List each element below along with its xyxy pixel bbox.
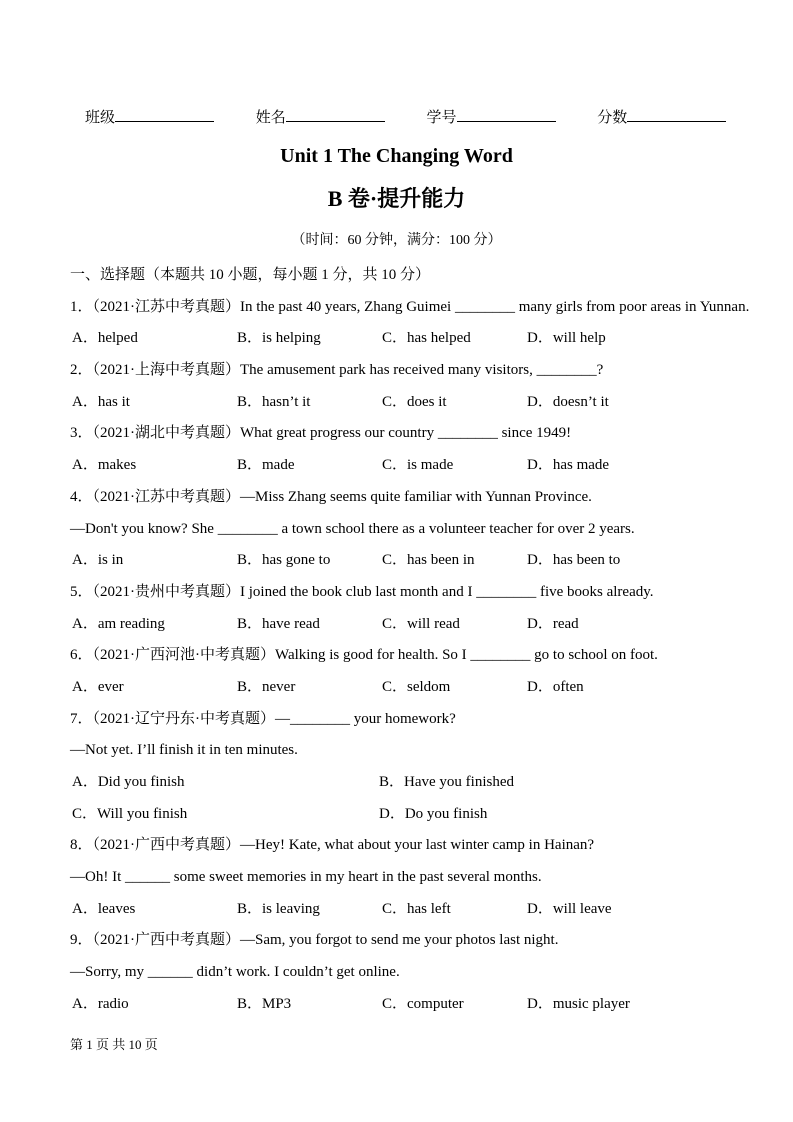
question-7-dialog-line: —Not yet. I’ll finish it in ten minutes. — [70, 742, 298, 759]
student-info-field-number — [427, 104, 556, 127]
option-d: D．read — [527, 615, 579, 632]
option-a: A．helped — [72, 330, 138, 347]
option-c: C．has left — [382, 900, 451, 917]
fill-in-blank-line — [115, 104, 214, 122]
exam-time-score-info: （时间：60 分钟，满分：100 分） — [291, 233, 502, 248]
question-9-dialog-line: —Sorry, my ______ didn’t work. I couldn’t get online. — [70, 964, 400, 981]
option-d: D．doesn’t it — [527, 393, 609, 410]
fill-in-blank-line — [627, 104, 726, 122]
option-a: A．leaves — [72, 900, 136, 917]
option-b: B．have read — [237, 615, 320, 632]
option-a: A．am reading — [72, 615, 165, 632]
question-3-options — [70, 450, 726, 482]
option-b: B．is helping — [237, 330, 321, 347]
option-c: C．will read — [382, 615, 460, 632]
option-b: B．never — [237, 678, 296, 695]
option-a: A．Did you finish — [72, 774, 185, 790]
option-a: A．is in — [72, 552, 124, 569]
question-6-text: 6．（2021·广西河池·中考真题）Walking is good for health. So I ________ go to school on foot. — [70, 647, 658, 664]
option-b: B．has gone to — [237, 552, 331, 569]
question-4-options — [70, 545, 726, 577]
question-5-options — [70, 609, 726, 641]
option-d: D．often — [527, 678, 584, 695]
option-a: A．makes — [72, 457, 137, 474]
question-7-options-row-2 — [70, 799, 726, 831]
option-d: D．has been to — [527, 552, 621, 569]
question-2-text: 2．（2021·上海中考真题）The amusement park has received many visitors, ________? — [70, 362, 604, 379]
option-c: C．seldom — [382, 678, 451, 695]
option-c: C．has helped — [382, 330, 471, 347]
student-info-row — [85, 104, 725, 127]
question-4-text: 4．（2021·江苏中考真题）—Miss Zhang seems quite familiar with Yunnan Province. — [70, 488, 592, 505]
question-5-text: 5．（2021·贵州中考真题）I joined the book club last month and I ________ five books already. — [70, 583, 654, 600]
student-info-field-name — [256, 104, 385, 127]
question-8-text: 8．（2021·广西中考真题）—Hey! Kate, what about your last winter camp in Hainan? — [70, 837, 595, 854]
class-label: 班级 — [85, 110, 116, 126]
option-b: B．made — [237, 457, 295, 474]
option-d: D．music player — [527, 995, 630, 1012]
option-c: C．is made — [382, 457, 454, 474]
question-3-text: 3．（2021·湖北中考真题）What great progress our country ________ since 1949! — [70, 425, 572, 442]
page-title: Unit 1 The Changing Word — [280, 145, 513, 167]
question-8-dialog-line: —Oh! It ______ some sweet memories in my heart in the past several months. — [70, 869, 542, 886]
question-6-options — [70, 672, 726, 704]
question-9-options — [70, 989, 726, 1021]
option-b: B．is leaving — [237, 900, 320, 917]
option-c: C．has been in — [382, 552, 475, 569]
option-b: B．Have you finished — [379, 774, 514, 790]
page-subtitle: B 卷·提升能力 — [327, 186, 466, 211]
option-a: A．ever — [72, 678, 124, 695]
question-4-dialog-line: —Don't you know? She ________ a town school there as a volunteer teacher for over 2 years. — [70, 520, 635, 537]
option-d: D．has made — [527, 457, 610, 474]
score-label: 分数 — [597, 110, 628, 126]
student-number-label: 学号 — [426, 110, 457, 126]
option-b: B．hasn’t it — [237, 393, 311, 410]
question-8-options — [70, 894, 726, 926]
question-1-options — [70, 323, 726, 355]
option-a: A．radio — [72, 995, 129, 1012]
question-7-options-row-1 — [70, 767, 726, 799]
fill-in-blank-line — [286, 104, 385, 122]
name-label: 姓名 — [255, 110, 286, 126]
fill-in-blank-line — [457, 104, 556, 122]
question-list — [70, 260, 750, 1021]
question-7-text: 7．（2021·辽宁丹东·中考真题）—________ your homework? — [70, 710, 456, 727]
option-c: C．does it — [382, 393, 447, 410]
option-d: D．Do you finish — [379, 805, 488, 822]
question-1-text: 1．（2021·江苏中考真题）In the past 40 years, Zhang Guimei ________ many girls from poor areas in Yunnan. — [70, 298, 750, 315]
student-info-field-class — [85, 104, 214, 127]
section-heading: 一、选择题（本题共 10 小题，每小题 1 分，共 10 分） — [70, 267, 431, 283]
option-d: D．will help — [527, 330, 606, 347]
option-b: B．MP3 — [237, 995, 292, 1012]
question-9-text: 9．（2021·广西中考真题）—Sam, you forgot to send me your photos last night. — [70, 932, 559, 949]
option-a: A．has it — [72, 393, 130, 410]
option-d: D．will leave — [527, 900, 612, 917]
option-c: C．computer — [382, 995, 464, 1012]
page-footer: 第 1 页 共 10 页 — [70, 1037, 158, 1052]
student-info-field-score — [597, 104, 726, 127]
question-2-options — [70, 387, 726, 419]
option-c: C．Will you finish — [72, 805, 188, 822]
